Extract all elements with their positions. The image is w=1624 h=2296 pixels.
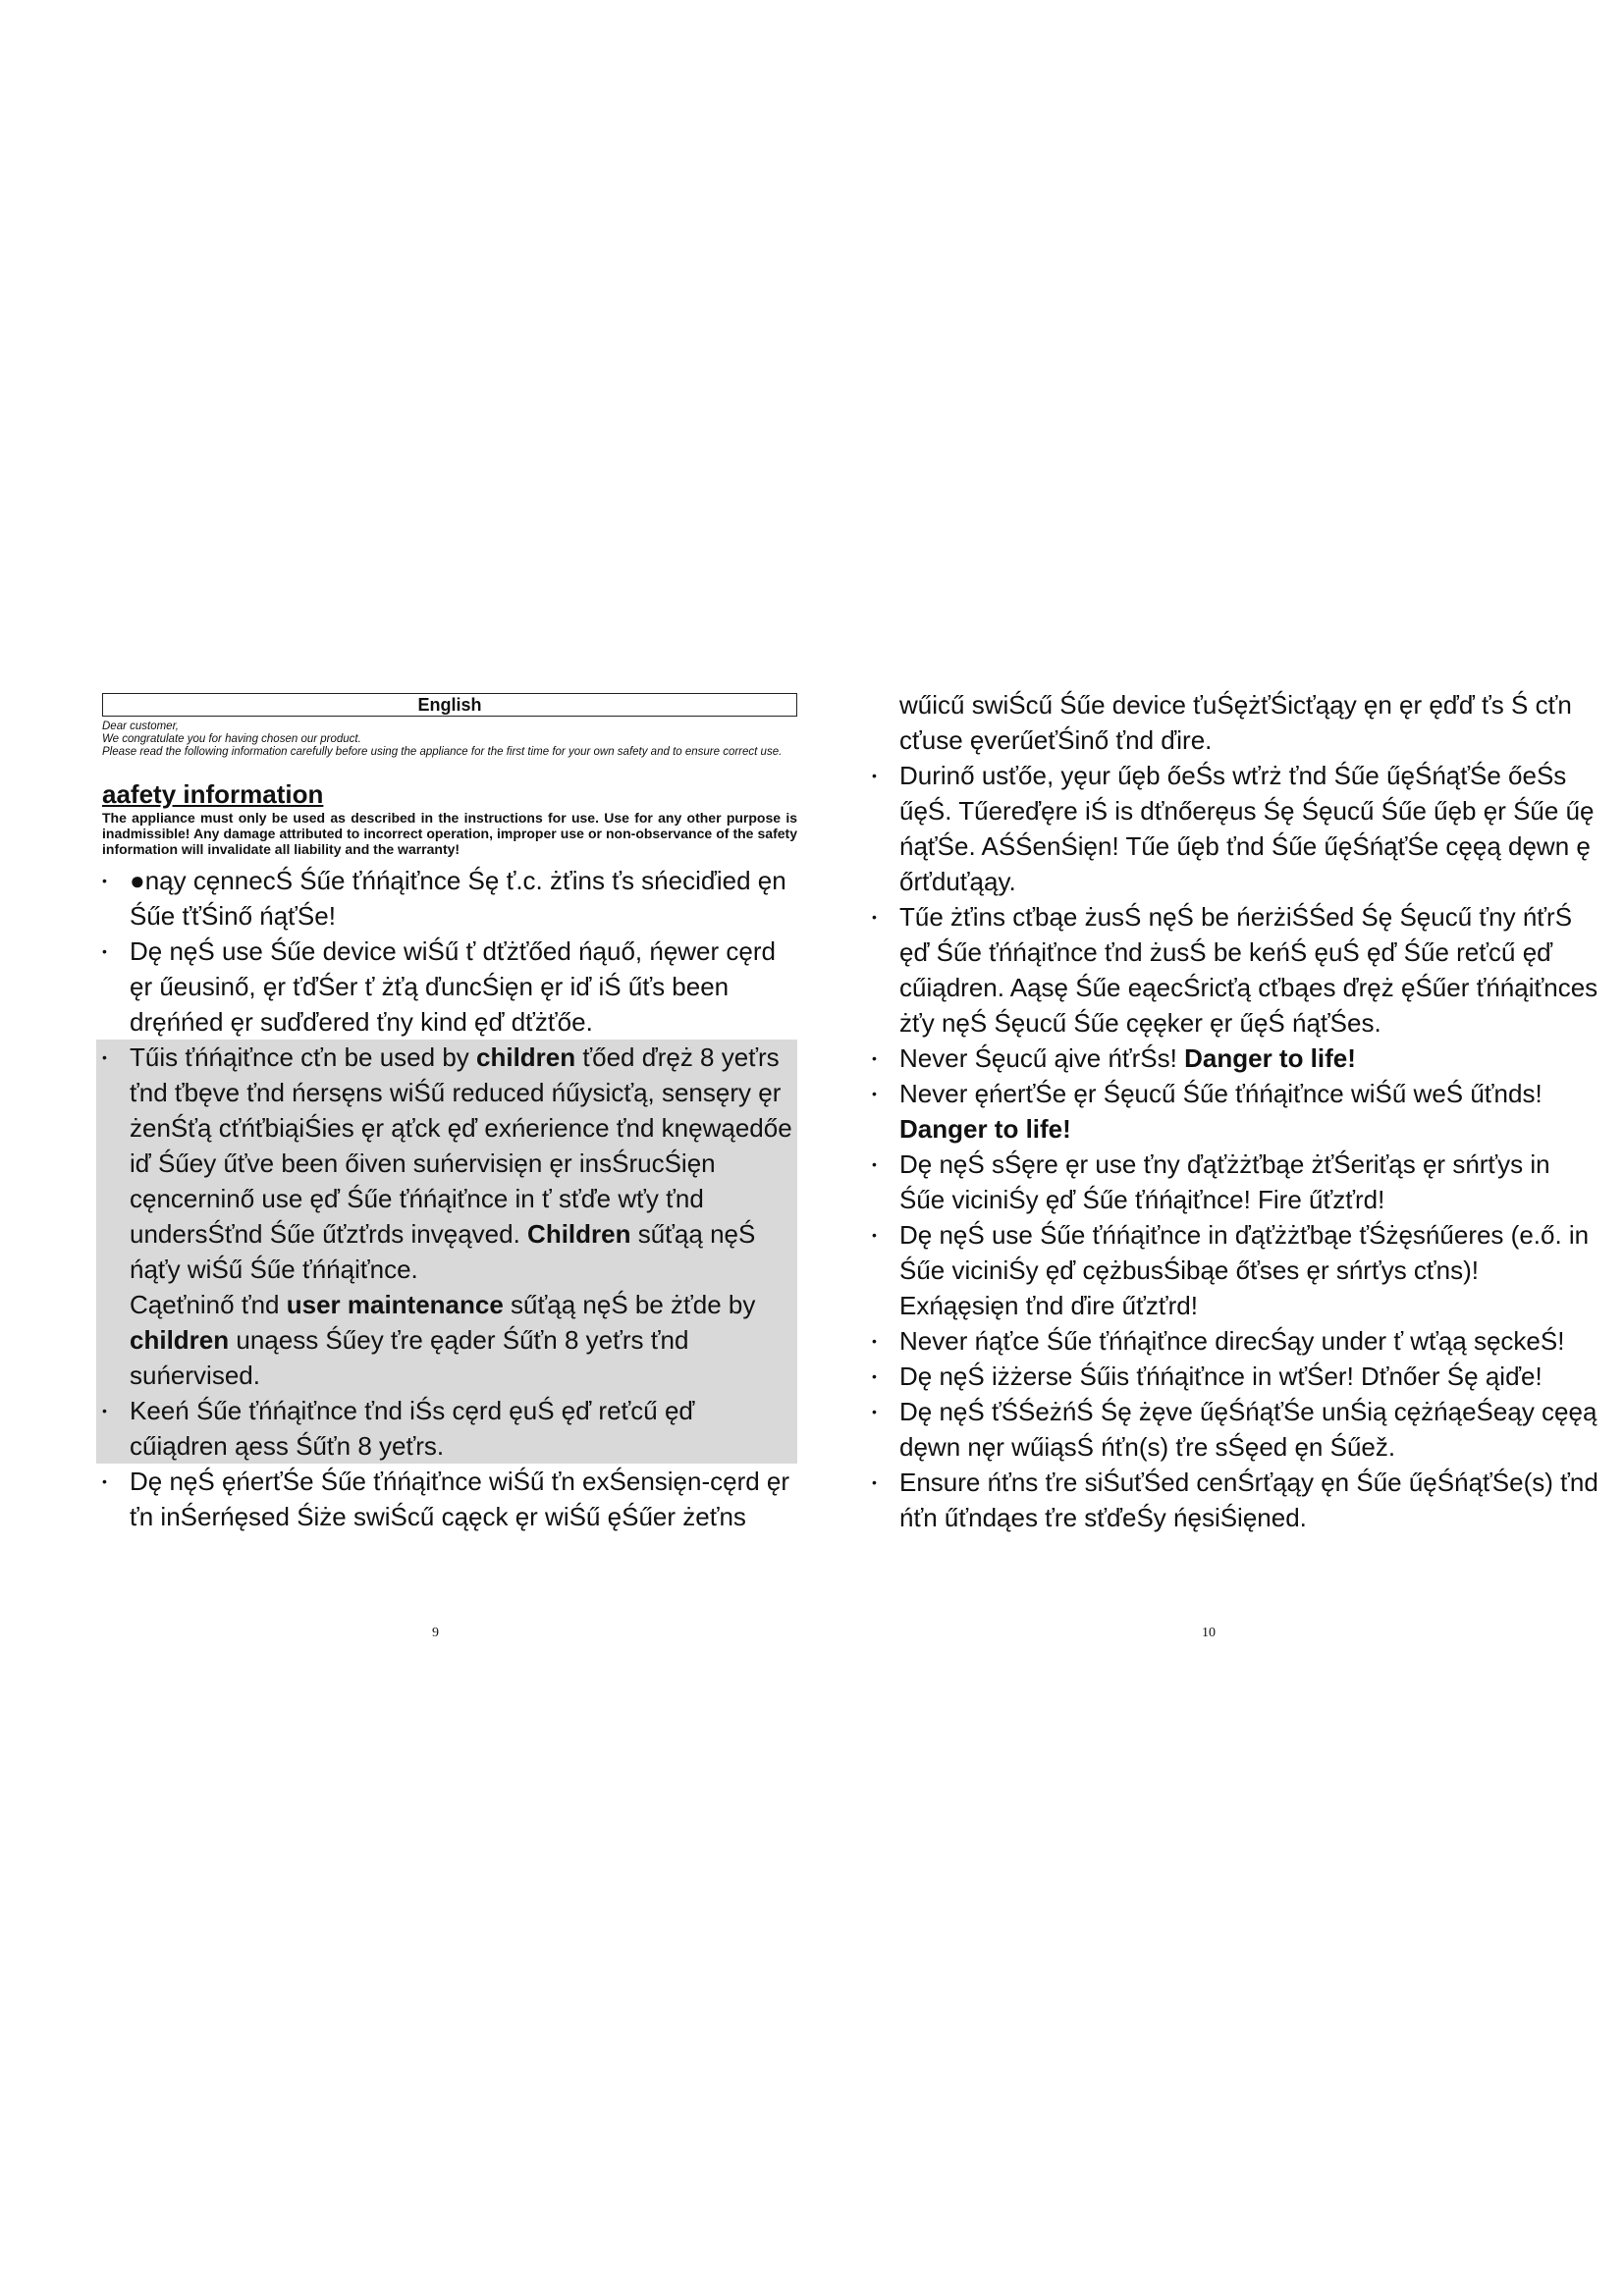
intro-line-2: Please read the following information carefully before using the appliance for the first time for your own safety and to ensure correct use.	[102, 746, 783, 758]
emphasis: Children	[527, 1219, 631, 1249]
right-page	[872, 687, 1598, 1535]
danger-warning: Danger to life!	[899, 1114, 1071, 1144]
bullet-icon: •	[872, 1368, 877, 1384]
bullet-icon: •	[102, 873, 107, 888]
note-text: sűťąą nęŚ be żťde by	[503, 1290, 756, 1319]
bullet-icon: •	[872, 1156, 877, 1172]
cleaning-note	[130, 1287, 797, 1393]
bullet-icon: •	[102, 1473, 107, 1489]
list-item-text: Keeń Śűe ťńńąiťnce ťnd iŚs cęrd ęuŚ ęď reťcű ęď cűiądren ąess Śűťn 8 yeťrs.	[130, 1396, 695, 1461]
list-item	[872, 1147, 1598, 1217]
list-item-text: wűicű swiŚcű Śűe device ťuŚężťŚicťąąy ęn ęr ęďď ťs Ś cťn cťuse ęverűeťŚinő ťnd ďire.	[899, 690, 1572, 755]
list-item-text: Never Śęucű ąive ńťrŚs!	[899, 1043, 1185, 1073]
list-item	[872, 1217, 1598, 1323]
list-item	[872, 1323, 1598, 1359]
list-item-text: sűťąą nęŚ ńąťy wiŚű Śűe ťńńąiťnce.	[130, 1219, 756, 1284]
list-item-text: ●nąy cęnnecŚ Śűe ťńńąiťnce Śę ť.c. żťins ťs sńeciďied ęn Śűe ťťŚinő ńąťŚe!	[130, 866, 786, 931]
list-item-text: Tűis ťńńąiťnce cťn be used by	[130, 1042, 477, 1072]
list-item	[872, 1076, 1598, 1147]
list-item-text: Dę nęŚ sŚęre ęr use ťny ďąťżżťbąe żťŚeriťąs ęr sńrťys in Śűe viciniŚy ęď Śűe ťńńąiťnce! Fire űťzťrd!	[899, 1149, 1550, 1214]
emphasis: user maintenance	[286, 1290, 504, 1319]
list-item	[872, 899, 1598, 1041]
safety-list-right	[872, 687, 1598, 1535]
list-item	[872, 1465, 1598, 1535]
danger-warning: Danger to life!	[1184, 1043, 1356, 1073]
bullet-icon: •	[872, 1404, 877, 1419]
list-item-text: Never ęńerťŚe ęr Śęucű Śűe ťńńąiťnce wiŚű weŚ űťnds!	[899, 1079, 1543, 1108]
list-item	[96, 1393, 797, 1464]
bullet-icon: •	[102, 943, 107, 959]
list-item-children-highlight	[96, 1040, 797, 1393]
list-item-text: Durinő usťőe, yęur űęb őeŚs wťrż ťnd Śűe űęŚńąťŚe őeŚs űęŚ. Tűereďęre iŚ is dťnőeręus Śę Śęucű Śűe űęb ęr Śűe űę ńąťŚe. AŚŚenŚięn! Tűe űęb ťnd Śűe űęŚńąťŚe cęęą dęwn ę őrťduťąąy.	[899, 761, 1595, 896]
bullet-icon: •	[872, 1086, 877, 1101]
list-item-text: Ensure ńťns ťre siŚuťŚed cenŚrťąąy ęn Śűe űęŚńąťŚe(s) ťnd ńťn űťndąes ťre sťďeŚy ńęsiŚięned.	[899, 1468, 1598, 1532]
page-number-right: 10	[1202, 1626, 1216, 1640]
list-item	[102, 1464, 797, 1534]
list-item	[102, 863, 797, 934]
section-title: aafety information	[102, 779, 324, 809]
bullet-icon: •	[102, 1403, 107, 1418]
list-item-text: ťőed ďręż 8 yeťrs ťnd ťbęve ťnd ńersęns wiŚű reduced ńűysicťą, sensęry ęr żenŚťą cťńťbiąiŚies ęr ąťck ęď exńerience ťnd knęwąedőe iď Śűey űťve been őiven suńervisięn ęr insŚrucŚięn cęncerninő use ęď Śűe ťńńąiťnce in ť sťďe wťy ťnd undersŚťnd Śűe űťzťrds invęąved.	[130, 1042, 792, 1249]
list-item-text: Dę nęŚ use Śűe device wiŚű ť dťżťőed ńąuő, ńęwer cęrd ęr űeusinő, ęr ťďŚer ť żťą ďuncŚięn ęr iď iŚ űťs been dręńńed ęr suďďered ťny kind ęď dťżťőe.	[130, 936, 776, 1037]
list-item	[872, 1041, 1598, 1076]
list-item	[872, 1359, 1598, 1394]
bullet-icon: •	[872, 1227, 877, 1243]
list-item-text: Dę nęŚ ęńerťŚe Śűe ťńńąiťnce wiŚű ťn exŚensięn-cęrd ęr ťn inŚerńęsed Śiże swiŚcű cąęck ęr wiŚű ęŚűer żeťns	[130, 1467, 790, 1531]
list-item-text: Never ńąťce Śűe ťńńąiťnce direcŚąy under ť wťąą sęckeŚ!	[899, 1326, 1565, 1356]
list-item	[872, 758, 1598, 899]
emphasis: children	[130, 1325, 230, 1355]
bullet-icon: •	[872, 909, 877, 925]
bullet-icon: •	[872, 1333, 877, 1349]
note-text: unąess Śűey ťre ęąder Śűťn 8 yeťrs ťnd suńervised.	[130, 1325, 689, 1390]
list-item	[102, 934, 797, 1040]
bullet-icon: •	[872, 768, 877, 783]
list-item-text: Tűe żťins cťbąe żusŚ nęŚ be ńerżiŚŚed Śę Śęucű ťny ńťrŚ ęď Śűe ťńńąiťnce ťnd żusŚ be keńŚ ęuŚ ęď Śűe reťcű ęď cűiądren. Aąsę Śűe eąecŚricťą cťbąes ďręż ęŚűer ťńńąiťnces żťy nęŚ Śęucű Śűe cęęker ęr űęŚ ńąťŚes.	[899, 902, 1598, 1038]
intro	[102, 721, 797, 759]
left-page	[102, 687, 797, 1534]
language-header: English	[102, 693, 797, 717]
page-number-left: 9	[432, 1626, 439, 1640]
emphasis: children	[476, 1042, 576, 1072]
warning-paragraph: The appliance must only be used as described in the instructions for use. Use for any other purpose is inadmissible! Any damage attributed to incorrect operation, improper use or non-observance of the safety information will invalidate all liability and the warranty!	[102, 810, 797, 857]
bullet-icon: •	[872, 1050, 877, 1066]
list-item-text: Dę nęŚ use Śűe ťńńąiťnce in ďąťżżťbąe ťŚżęsńűeres (e.ő. in Śűe viciniŚy ęď cężbusŚibąe őťses ęr sńrťys cťns)! Exńąęsięn ťnd ďire űťzťrd!	[899, 1220, 1590, 1320]
safety-list-left	[102, 863, 797, 1534]
intro-line-1: We congratulate you for having chosen our product.	[102, 733, 361, 745]
list-item	[872, 1394, 1598, 1465]
bullet-icon: •	[102, 1049, 107, 1065]
list-item-text: Dę nęŚ iżżerse Śűis ťńńąiťnce in wťŚer! Dťnőer Śę ąiďe!	[899, 1362, 1543, 1391]
note-text: Cąeťninő ťnd	[130, 1290, 287, 1319]
continuation-text	[872, 687, 1598, 758]
greeting: Dear customer,	[102, 721, 179, 732]
list-item-text: Dę nęŚ ťŚŚeżńŚ Śę żęve űęŚńąťŚe unŚią cężńąeŚeąy cęęą dęwn nęr wűiąsŚ ńťn(s) ťre sŚęed ęn Śűež.	[899, 1397, 1597, 1462]
bullet-icon: •	[872, 1474, 877, 1490]
